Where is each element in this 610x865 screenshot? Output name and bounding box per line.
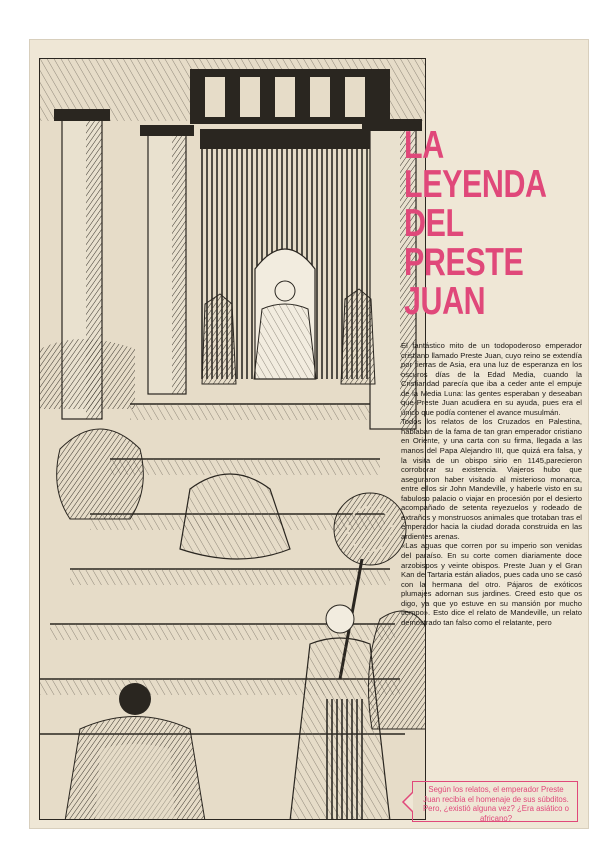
article-paragraph: El fantástico mito de un todopoderoso emperador cristiano llamado Preste Juan, cuyo reino se extendía por tierras de Asia, era una luz de esperanza en los oscuros días de la Edad Media, cuando la Cristiandad parecía que iba a ceder ante el empuje de la Media Luna: las gentes esperaban y deseaban que Preste Juan acudiera en su ayuda, pues era el único que podía contener el avance musulmán.	[401, 341, 582, 417]
article-paragraph: «Las aguas que corren por su imperio son venidas del paraíso. En su corte comen diariamente doce arzobispos y veinte obispos. Preste Juan y el Gran Kan de Tartaria están aliados, pues cada uno se casó con la hermana del otro. Pájaros de exóticos plumajes adornan sus jardines. Creed esto que os digo, ya que yo estuve en su mansión por mucho tiempo». Esto dice el relato de Mandeville, un relato demostrado tan falso como el relatante, pero	[401, 541, 582, 627]
caption-text: Según los relatos, el emperador Preste Juan recibía el homenaje de sus súbditos. Pero, ¿existió alguna vez? ¿Era asiático o africano?	[422, 785, 570, 823]
title-line: PRESTE	[404, 241, 524, 284]
caption-box	[412, 781, 578, 822]
left-arrow-icon	[401, 790, 413, 814]
title-line: JUAN	[404, 280, 486, 323]
article-body	[401, 341, 582, 768]
illustration-drawing	[40, 59, 426, 820]
title-line: LEYENDA	[404, 163, 547, 206]
article-paragraph: Todos los relatos de los Cruzados en Palestina, hablaban de la fama de tan gran emperador cristiano en Oriente, y una carta con su firma, llegada a las manos del Papa Alejandro III, que quizá era falsa, y la visita de un obispo sirio en 1145,parecieron corroborar su existencia. Viajeros hubo que aseguraron haber visitado al misterioso monarca, entre ellos sir John Mandeville, y haberle visto en su fabuloso palacio o viajar en procesión por el desierto acompañado de setenta reyezuelos y rodeado de extraños y monstruosos animales que trotaban tras el emperador hacia la ciudad dorada construida en las ardientes arenas.	[401, 417, 582, 541]
title-line: LA	[404, 124, 444, 167]
article-title	[404, 124, 547, 323]
magazine-page	[30, 40, 588, 828]
title-line: DEL	[404, 202, 464, 245]
throne-room-illustration	[39, 58, 426, 820]
